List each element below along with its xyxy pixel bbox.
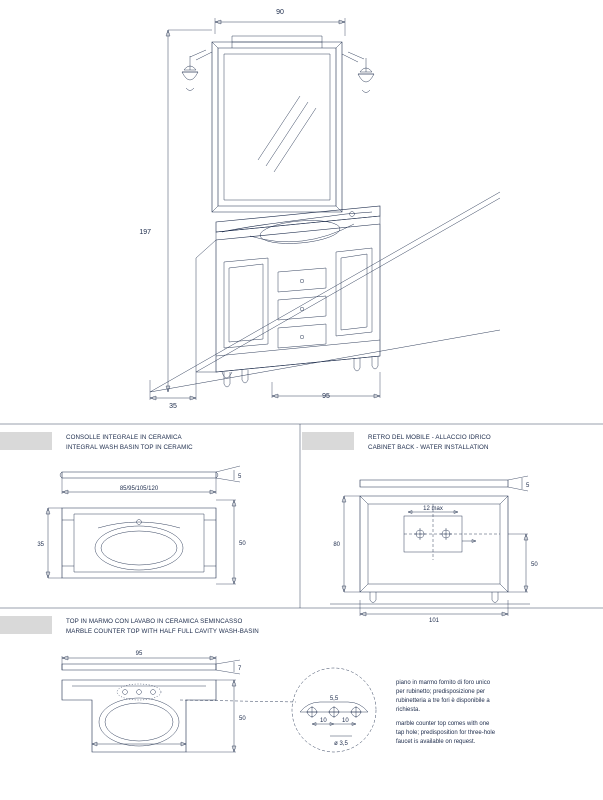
dim-height-left-2: 80	[333, 542, 340, 548]
dim-thickness-3: 7	[238, 666, 242, 672]
section3-title-en: MARBLE COUNTER TOP WITH HALF FULL CAVITY WASH-BASIN	[66, 628, 259, 635]
section-tag-3	[0, 616, 52, 634]
cabinet-back-drawing	[330, 476, 538, 624]
dim-height-right-2: 50	[531, 562, 538, 568]
dim-width-top: 90	[276, 9, 284, 16]
perspective-view	[150, 18, 500, 400]
cabinet	[196, 224, 380, 387]
dim-width-3: 95	[135, 651, 143, 657]
marble-top-drawing	[62, 651, 376, 752]
section3-title-it: TOP IN MARMO CON LAVABO IN CERAMICA SEMINCASSO	[66, 618, 243, 625]
dim-thickness-1: 5	[238, 474, 242, 480]
lamp-right	[342, 52, 374, 93]
dim-width-options: 85/95/105/120	[119, 486, 159, 492]
dim-depth: 35	[169, 403, 177, 410]
integral-basin-drawing	[37, 466, 246, 584]
tap-holes	[117, 684, 161, 700]
dim-depth-left-1: 35	[37, 542, 44, 548]
dim-depth-right-1: 50	[239, 541, 246, 547]
section1-title-en: INTEGRAL WASH BASIN TOP IN CERAMIC	[66, 444, 193, 451]
section2-title-it: RETRO DEL MOBILE - ALLACCIO IDRICO	[368, 434, 491, 441]
dim-width-bottom: 95	[322, 393, 330, 400]
note-it: piano in marmo fornito di foro unico per rubinetto; predisposizione per rubinetteria a tre fori è disponibile a richiesta.	[396, 680, 491, 713]
note-en: marble counter top comes with one tap hole; predisposition for three-hole faucet is available on request.	[396, 721, 496, 745]
mirror	[212, 36, 342, 212]
detail-dim-a: 10	[320, 718, 327, 724]
section1-title-it: CONSOLLE INTEGRALE IN CERAMICA	[66, 434, 182, 441]
detail-dim-b: 5,5	[329, 696, 339, 702]
detail-dim-c: 10	[342, 718, 349, 724]
lamp-left	[182, 50, 212, 91]
section-tag-1	[0, 432, 52, 450]
detail-diameter: ø 3,5	[334, 741, 348, 747]
dim-top-thickness: 5	[526, 483, 530, 489]
dim-depth-3: 50	[239, 716, 246, 722]
section-tag-2	[302, 432, 354, 450]
dim-width-bottom-2: 101	[428, 618, 440, 624]
dim-height-left: 197	[139, 229, 151, 236]
section2-title-en: CABINET BACK - WATER INSTALLATION	[368, 444, 489, 451]
dim-note-inner: 12 max	[423, 506, 443, 512]
